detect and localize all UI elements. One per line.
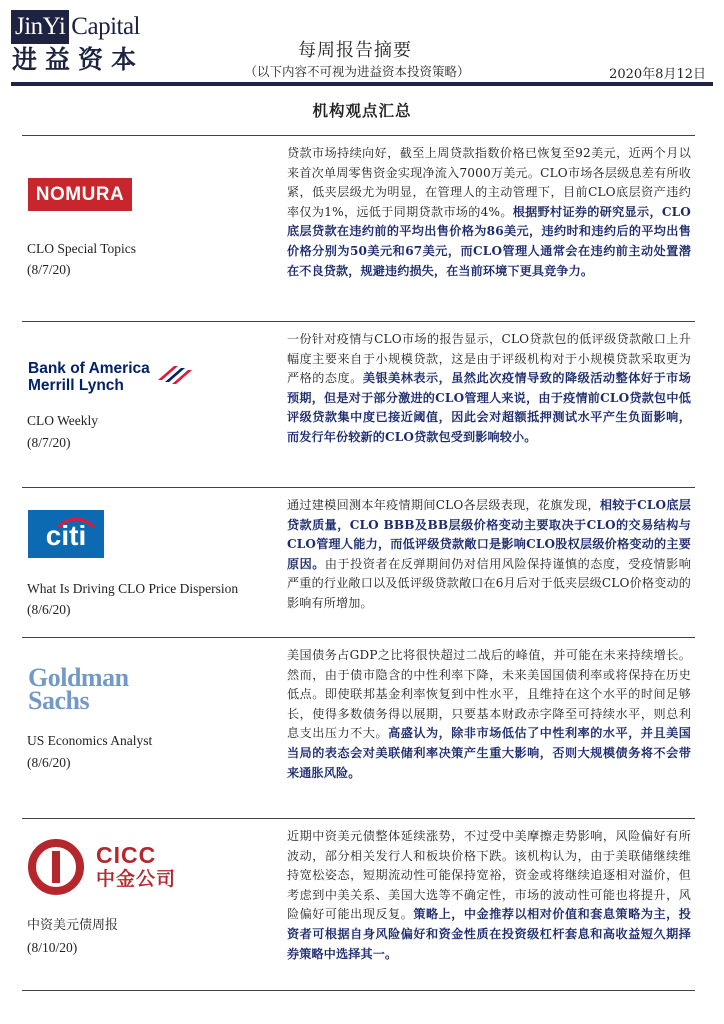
summary-text: 一份针对疫情与CLO市场的报告显示，CLO贷款包的低评级贷款敞口上升幅度主要来自于小规模贷款，这是由于评级机构对于小规模贷款采取更为严格的态度。 [287,332,691,386]
goldman-sachs-logo [28,663,129,715]
report-name: US Economics Analyst [27,733,153,748]
bofa-flag-icon [154,362,194,384]
row-divider [22,990,695,991]
header-divider [11,82,713,86]
summary-text: 美国债务占GDP之比将很快超过二战后的峰值，并可能在未来持续增长。然而，由于债市隐含的中性利率下降，未来美国国债利率或将保持在历史低点。即使联邦基金利率恢复到中性水平，且维持在这个水平的时间足够长，使得多数债务得以展期，只要基本财政赤字降至可持续水平，则总利息支出压力不大。 [287,648,691,741]
citi-logo-text: citi [45,520,87,551]
entry-source-column [22,819,284,990]
cicc-logo-text [96,843,176,891]
report-date: (8/7/20) [27,435,71,450]
cicc-emblem-icon [28,839,86,895]
entry-cicc [22,819,695,990]
entry-summary [287,144,691,281]
report-name: What Is Driving CLO Price Dispersion [27,581,239,596]
logo-chinese-name: 进益资本 [12,45,145,74]
entry-citi [22,488,695,637]
report-subtitle: （以下内容不可视为进益资本投资策略） [244,64,470,79]
summary-text: 贷款市场持续向好，截至上周贷款指数价格已恢复至92美元，近两个月以来首次单周零售资金实现净流入7000万美元。CLO市场各层级息差有所收紧，低夹层级尤为明显，在管理人的主动管理下，目前CLO底层资产违约率仅为1%，远低于同期贷款市场的4%。 [287,146,691,219]
nomura-logo: NOMURA [28,178,132,211]
entry-bofa [22,322,695,487]
entry-source-column [22,322,284,487]
section-title: 机构观点汇总 [312,101,412,120]
entry-summary [287,827,691,964]
entry-source-column [22,638,284,818]
report-date: (8/7/20) [27,262,71,277]
summary-text: 近期中资美元债整体延续涨势，不过受中美摩擦走势影响，风险偏好有所波动，部分相关发行人和板块价格下跌。该机构认为，由于美联储继续维持宽松姿态，短期流动性可能保持宽裕，资金或将继续追逐相对溢价，但考虑到中美关系、美国大选等不确定性，市场的波动性可能也将提升，风险偏好可能出现反复。 [287,829,691,922]
report-date: 2020年8月12日 [609,67,706,82]
summary-text-continued: 由于投资者在反弹期间仍对信用风险保持谨慎的态度，受疫情影响严重的行业敞口以及低评级贷款敞口在6月后对于低夹层级CLO价格变动的影响有所增加。 [287,556,691,610]
entry-summary [287,646,691,783]
cicc-logo-cn: 中金公司 [96,868,177,890]
entry-source-column [22,136,284,321]
bofa-logo-line2: Merrill Lynch [28,377,124,394]
summary-highlight: 策略上，中金推荐以相对价值和套息策略为主，投资者可根据自身风险偏好和资金性质在投资级杠杆套息和高收益短久期择券策略中选择其一。 [287,907,691,961]
report-date: (8/10/20) [27,940,78,955]
cicc-logo-en: CICC [96,842,157,868]
logo-jinyi-text: JinYi [11,10,69,44]
bofa-logo-line1: Bank of America [28,360,150,377]
citi-arc-icon [56,515,96,529]
summary-highlight: 高盛认为，除非市场低估了中性利率的水平，并且美国当局的表态会对美联储利率决策产生重大影响，否则大规模债务将不会带来通胀风险。 [287,726,692,780]
entry-goldman [22,638,695,818]
gs-logo-line1: Goldman [28,663,129,692]
summary-text: 通过建模回测本年疫情期间CLO各层级表现，花旗发现， [287,498,600,512]
report-date: (8/6/20) [27,755,71,770]
logo-capital-text: Capital [71,13,141,40]
brand-logo [11,10,152,44]
report-name: CLO Weekly [27,413,99,428]
summary-highlight: 根据野村证券的研究显示，CLO底层贷款在违约前的平均出售价格为86美元，违约时和违约后的平均出售价格分别为50美元和67美元，而CLO管理人通常会在违约前主动处置潜在不良贷款，规避违约损失，在当前环境下更具竞争力。 [287,204,691,278]
summary-highlight: 美银美林表示，虽然此次疫情导致的降级活动整体好于市场预期，但是对于部分激进的CLO管理人来说，由于疫情前CLO贷款包中低评级贷款集中度已接近阈值，因此会对超额抵押测试水平产生负面影响，而发行年份较新的CLO贷款包受到影响较小。 [287,371,691,444]
report-name: 中资美元债周报 [27,918,119,933]
entry-source-column [22,488,284,637]
bofa-logo [28,360,150,394]
report-title: 每周报告摘要 [298,40,412,61]
entry-summary [287,330,691,448]
summary-highlight: 相较于CLO底层贷款质量，CLO BBB及BB层级价格变动主要取决于CLO的交易结构与CLO管理人能力，而低评级贷款敞口是影响CLO股权层级价格变动的主要原因。 [287,498,691,571]
citi-logo [28,510,104,558]
entry-nomura [22,136,695,321]
entry-summary [287,496,691,614]
report-name: CLO Special Topics [27,241,137,256]
gs-logo-line2: Sachs [28,686,90,715]
cicc-logo [28,839,198,895]
report-date: (8/6/20) [27,602,71,617]
